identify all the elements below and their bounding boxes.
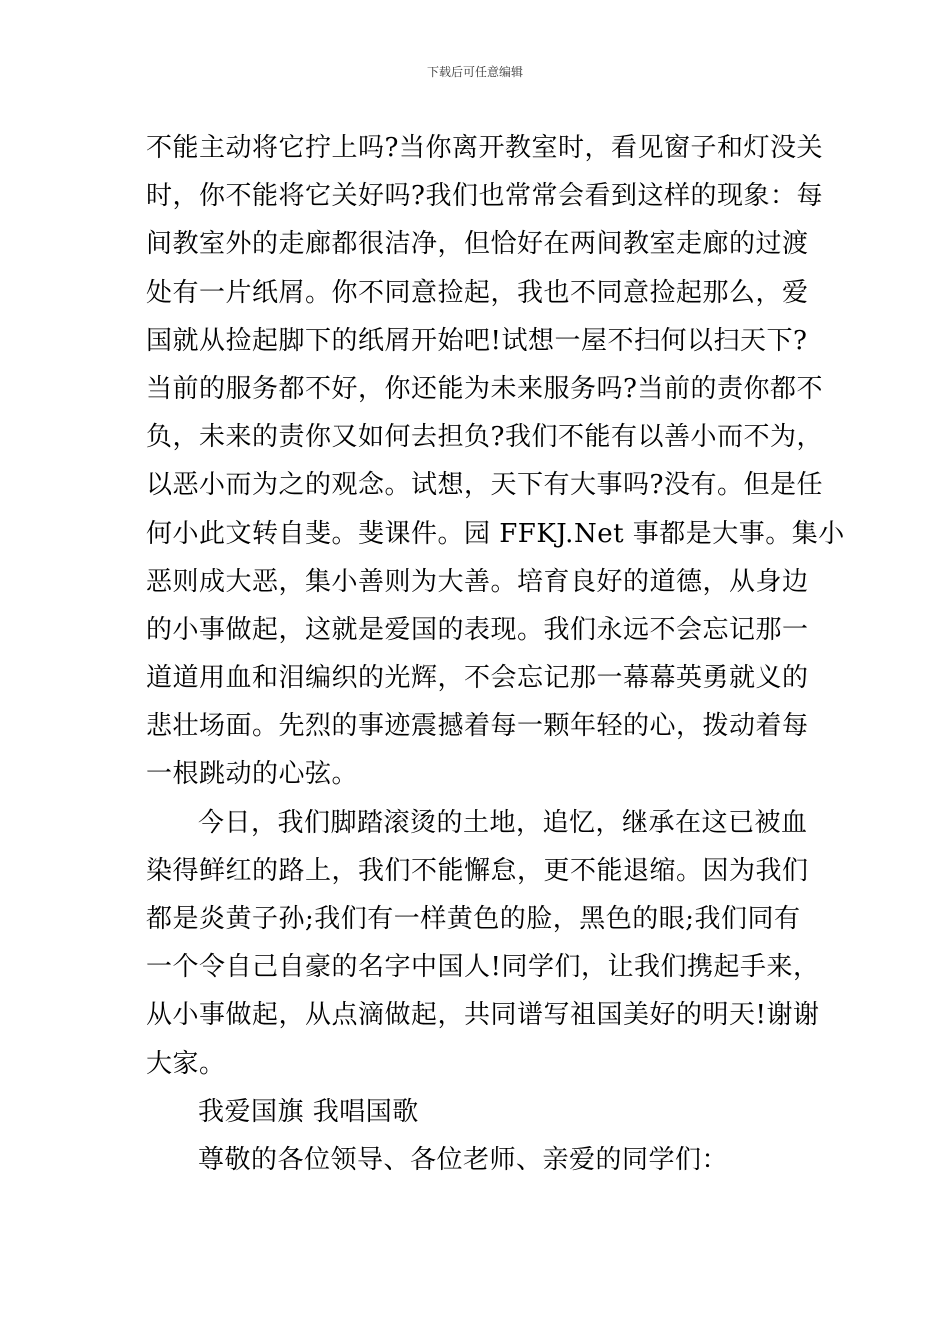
body-line: 染得鲜红的路上，我们不能懈怠，更不能退缩。因为我们 [146, 855, 809, 886]
section-title: 我爱国旗 我唱国歌 [198, 1096, 419, 1127]
document-body [146, 132, 845, 1192]
body-line: 间教室外的走廊都很洁净，但恰好在两间教室走廊的过渡 [146, 229, 809, 260]
salutation-line: 尊敬的各位领导、各位老师、亲爱的同学们： [198, 1144, 729, 1175]
body-line: 都是炎黄子孙;我们有一样黄色的脸，黑色的眼;我们同有 [146, 904, 801, 934]
body-line: 以恶小而为之的观念。试想，天下有大事吗?没有。但是任 [146, 470, 823, 501]
body-line: 一个令自己自豪的名字中国人!同学们，让我们携起手来， [146, 952, 820, 983]
body-line: 当前的服务都不好，你还能为未来服务吗?当前的责你都不 [146, 373, 823, 404]
paragraph-start-line: 今日，我们脚踏滚烫的土地，追忆，继承在这已被血 [198, 807, 808, 838]
body-line: 从小事做起，从点滴做起，共同谱写祖国美好的明天!谢谢 [146, 1000, 820, 1031]
body-line: 的小事做起，这就是爱国的表现。我们永远不会忘记那一 [146, 614, 809, 645]
body-line: 不能主动将它拧上吗?当你离开教室时，看见窗子和灯没关 [146, 133, 823, 163]
body-line: 处有一片纸屑。你不同意捡起，我也不同意捡起那么，爱 [146, 277, 809, 308]
body-line: 时，你不能将它关好吗?我们也常常会看到这样的现象：每 [146, 181, 823, 212]
body-line: 道道用血和泪编织的光辉，不会忘记那一幕幕英勇就义的 [146, 663, 809, 694]
body-line: 大家。 [146, 1048, 226, 1079]
body-line: 悲壮场面。先烈的事迹震撼着每一颗年轻的心，拨动着每 [146, 711, 809, 742]
body-line: 一根跳动的心弦。 [146, 759, 359, 790]
body-line: 国就从捡起脚下的纸屑开始吧!试想一屋不扫何以扫天下? [146, 325, 808, 356]
body-line: 负，未来的责你又如何去担负?我们不能有以善小而不为， [146, 422, 823, 453]
body-line: 恶则成大恶，集小善则为大善。培育良好的道德，从身边 [146, 566, 809, 597]
page-header-note: 下载后可任意编辑 [426, 65, 523, 79]
body-line: 何小此文转自斐。斐课件。园 FFKJ.Net 事都是大事。集小 [146, 518, 845, 549]
